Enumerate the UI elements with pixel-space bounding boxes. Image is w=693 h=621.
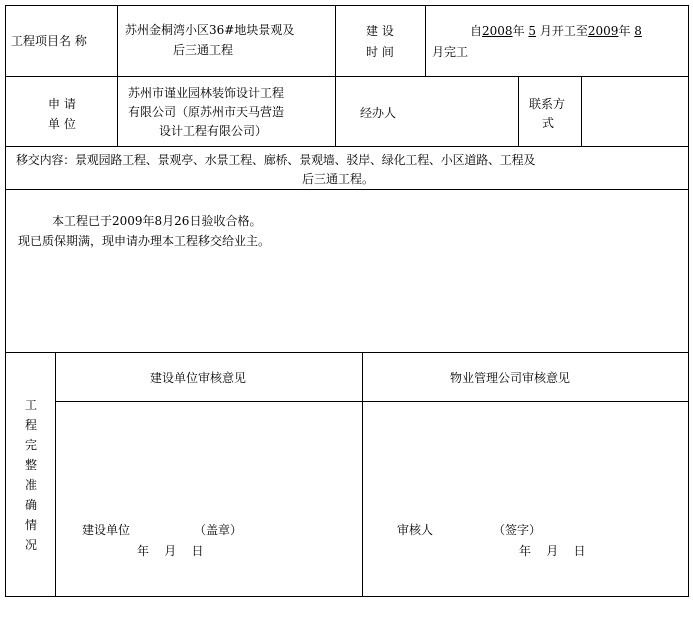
project-name-line1: 苏州金桐湾小区36#地块景观及 — [125, 23, 295, 37]
divider-side-label — [55, 352, 56, 596]
divider-row1 — [5, 76, 689, 77]
divider-row2 — [5, 146, 689, 147]
construction-sign-label: 建设单位 — [82, 523, 131, 537]
build-time-label-2: 时 间 — [366, 45, 394, 59]
divider-handler — [518, 76, 519, 146]
property-sign-label: 审核人 — [397, 523, 434, 537]
divider-col3 — [425, 5, 426, 76]
start-suffix: 月开工至 — [539, 24, 588, 38]
transfer-content-line2: 后三通工程。 — [302, 172, 375, 186]
border-top — [5, 5, 689, 6]
property-seal: （签字） — [493, 523, 542, 537]
start-month: 5 — [528, 24, 537, 38]
transfer-content-line1: 移交内容：景观园路工程、景观亭、水景工程、廊桥、景观墙、驳岸、绿化工程、小区道路、工程及 — [16, 153, 536, 167]
property-date: 年 月 日 — [519, 544, 586, 558]
from-label: 自 — [470, 24, 483, 38]
divider-contact — [581, 76, 582, 146]
property-review-header: 物业管理公司审核意见 — [450, 371, 571, 385]
end-year: 2009 — [587, 24, 619, 38]
border-right — [688, 5, 689, 597]
applicant-label-1: 申 请 — [48, 97, 76, 111]
divider-review-cols — [362, 352, 363, 596]
divider-row4 — [5, 352, 689, 353]
statement-line2: 现已质保期满，现申请办理本工程移交给业主。 — [18, 234, 271, 248]
applicant-line2: 有限公司（原苏州市天马营造 — [128, 105, 285, 119]
applicant-line3: 设计工程有限公司） — [159, 124, 268, 138]
end-month: 8 — [634, 24, 642, 38]
applicant-label-2: 单 位 — [48, 117, 76, 131]
project-name-label: 工程项目名 称 — [11, 34, 87, 48]
build-time-label-1: 建 设 — [366, 24, 394, 38]
handler-label: 经办人 — [360, 106, 397, 120]
divider-col2 — [335, 5, 336, 146]
construction-review-header: 建设单位审核意见 — [150, 371, 247, 385]
divider-col1 — [117, 5, 118, 146]
divider-row3 — [5, 189, 689, 190]
contact-label-2: 式 — [542, 116, 555, 130]
border-bottom — [5, 596, 689, 597]
contact-label-1: 联系方 — [529, 97, 566, 111]
end-suffix: 月完工 — [432, 45, 469, 59]
construction-date: 年 月 日 — [137, 544, 204, 558]
completeness-side-label: 工程完整准确情况 — [24, 398, 37, 552]
build-time-line1 — [470, 22, 642, 40]
end-year-label: 年 — [618, 24, 631, 38]
applicant-line1: 苏州市谨业园林装饰设计工程 — [128, 86, 285, 100]
construction-seal: （盖章） — [194, 523, 243, 537]
project-name-line2: 后三通工程 — [173, 43, 234, 57]
start-year: 2008 — [482, 24, 513, 38]
statement-line1: 本工程已于2009年8月26日验收合格。 — [52, 214, 262, 228]
border-left — [5, 5, 6, 597]
divider-review-header — [55, 401, 689, 402]
start-year-label: 年 — [512, 24, 525, 38]
